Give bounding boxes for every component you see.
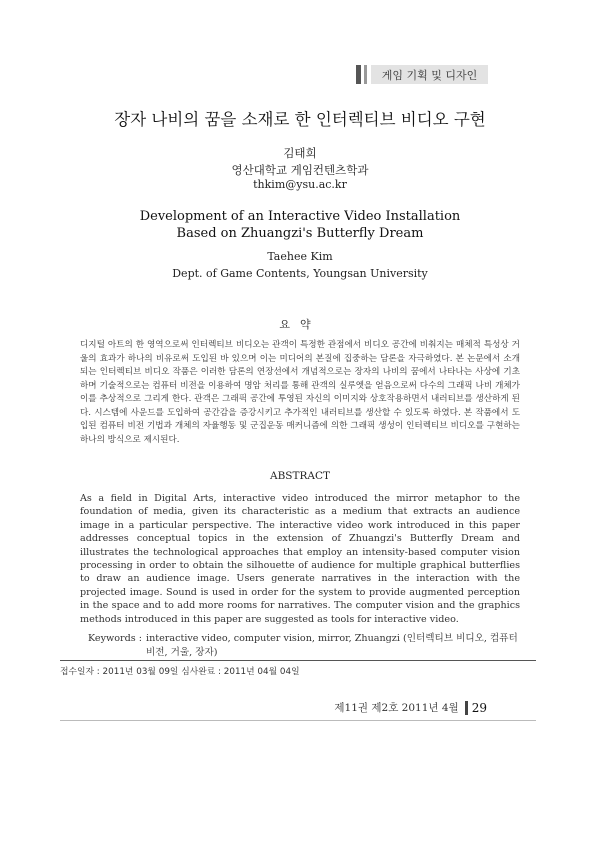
keywords-label: Keywords : [88,633,142,644]
abstract-korean-heading: 요약 [279,318,321,331]
author-affiliation-english: Dept. of Game Contents, Youngsan University [172,267,428,280]
keywords-text: interactive video, computer vision, mirror, Zhuangzi (인터렉티브 비디오, 컴퓨터 비전, 거울, 장자) [146,633,518,658]
page-number: 29 [471,700,487,715]
divider [60,660,536,661]
paper-title-korean: 장자 나비의 꿈을 소재로 한 인터렉티브 비디오 구현 [114,110,486,129]
author-affiliation-korean: 영산대학교 게임컨텐츠학과 [231,163,369,177]
author-name-english: Taehee Kim [267,250,333,263]
paper-title-english-line1: Development of an Interactive Video Installation [139,209,461,224]
abstract-english-heading: ABSTRACT [269,470,331,482]
section-tag-label: 게임 기획 및 디자인 [371,65,488,84]
section-tag-bar-light [364,65,367,84]
author-name-korean: 김태희 [283,146,317,160]
section-tag [356,64,488,85]
keywords [88,632,518,660]
footer-separator [465,701,468,715]
section-tag-bar-dark [356,65,361,84]
abstract-korean-body: 디지털 아트의 한 영역으로써 인터렉티브 비디오는 관객이 특정한 관점에서 비디오 공간에 비춰지는 매체적 특성상 거울의 효과가 하나의 비유로써 도입된 바 있으며 이는 미디어의 본질에 집중하는 담론을 자극하였다. 본 논문에서 소개되는 인터렉티브 비디오 작품은 이러한 담론의 연장선에서 개념적으로는 장자의 나비의 꿈에서 나타나는 사상에 기초하며 기술적으로는 컴퓨터 비전을 이용하여 명암 처리를 통해 관객의 실루엣을 얻음으로써 다수의 그래픽 나비 개체가 이를 추상적으로 그리게 한다. 관객은 그래픽 공간에 투영된 자신의 이미지와 상호작용하면서 내러티브를 생산하게 된다. 시스템에 사운드를 도입하여 공간감을 증강시키고 추가적인 내러티브를 생산할 수 있도록 하였다. 본 작품에서 도입된 컴퓨터 비전 기법과 개체의 자율행동 및 군집운동 매커니즘에 의한 그래픽 생성이 인터렉티브 비디오를 구현하는 하나의 방식으로 제시된다. [80,340,520,445]
paper-title-english-line2: Based on Zhuangzi's Butterfly Dream [176,226,424,241]
footer-divider [60,720,536,721]
author-email: thkim@ysu.ac.kr [253,178,347,191]
page-footer [334,700,487,715]
paper-title-english [0,208,600,242]
journal-issue: 제11권 제2호 2011년 4월 [334,702,459,714]
abstract-english-body: As a field in Digital Arts, interactive video introduced the mirror metaphor to the foundation of media, given its characteristic as a medium that extracts an audience image in a particular perspective. The interactive video work introduced in this paper addresses conceptual topics in the extension of Zhuangzi's Butterfly Dream and illustrates the technological approaches that employ an intensity-based computer vision processing in order to obtain the silhouette of audience for multiple graphical butterflies to draw an audience image. Users generate narratives in the interaction with the projected image. Sound is used in order for the system to provide augmented perception in the space and to add more rooms for narratives. The computer vision and the graphics methods introduced in this paper are suggested as tools for interactive video. [80,493,520,625]
received-dates: 접수일자 : 2011년 03월 09일 심사완료 : 2011년 04월 04일 [60,667,300,677]
